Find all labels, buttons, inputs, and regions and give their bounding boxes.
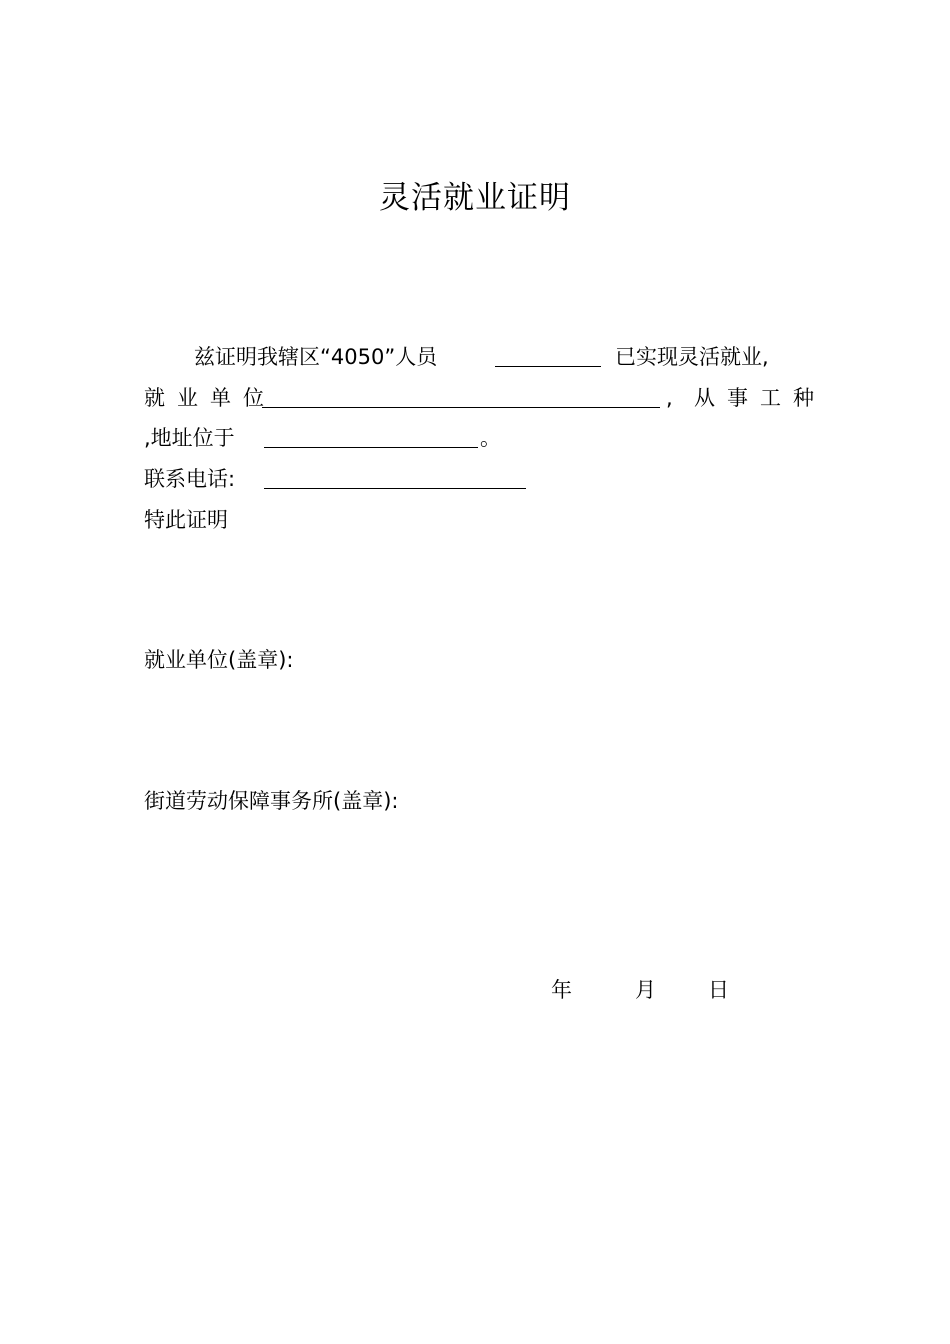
employer-stamp-label: 就业单位(盖章): bbox=[144, 648, 294, 672]
certification-text: 特此证明 bbox=[144, 508, 228, 532]
date-month: 月 bbox=[635, 978, 656, 1002]
address-label: ,地址位于 bbox=[144, 426, 235, 450]
employer-blank[interactable] bbox=[262, 407, 660, 408]
period-text: 。 bbox=[480, 426, 501, 450]
comma-text: , bbox=[666, 386, 673, 410]
address-blank[interactable] bbox=[264, 447, 478, 448]
date-year: 年 bbox=[551, 978, 572, 1002]
phone-label: 联系电话: bbox=[144, 467, 236, 491]
street-office-stamp-label: 街道劳动保障事务所(盖章): bbox=[144, 789, 399, 813]
intro-text: 兹证明我辖区“4050”人员 bbox=[194, 345, 438, 369]
phone-blank[interactable] bbox=[264, 488, 526, 489]
employment-status-text: 已实现灵活就业, bbox=[615, 345, 769, 369]
date-day: 日 bbox=[708, 978, 729, 1002]
job-type-label: 从事工种 bbox=[694, 386, 826, 410]
employer-label: 就业单位 bbox=[144, 386, 276, 410]
person-name-blank[interactable] bbox=[495, 366, 601, 367]
document-title: 灵活就业证明 bbox=[379, 180, 571, 216]
